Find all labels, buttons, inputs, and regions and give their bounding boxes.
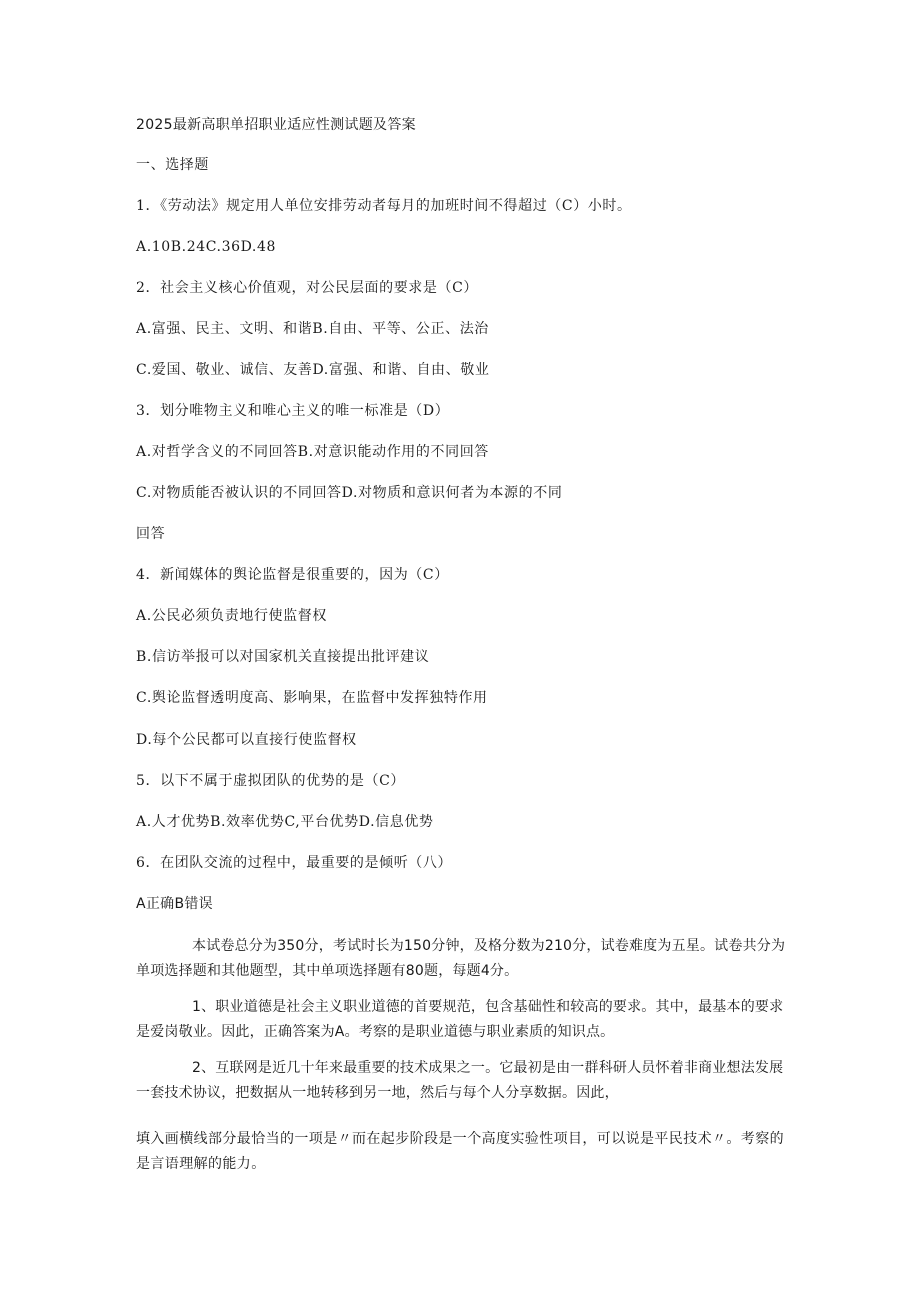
closing-paragraph: 填入画横线部分最恰当的一项是〃而在起步阶段是一个高度实验性项目，可以说是平民技术〃。考察的是言语理解的能力。 bbox=[136, 1131, 784, 1172]
question-4-option-c: C.舆论监督透明度高、影响果，在监督中发挥独特作用 bbox=[136, 690, 488, 706]
question-6-options: A正确B错误 bbox=[136, 896, 213, 912]
question-4: 4．新闻媒体的舆论监督是很重要的，因为（C） bbox=[136, 567, 449, 583]
question-1-options: A.10B.24C.36D.48 bbox=[136, 239, 276, 255]
question-3-options-ab: A.对哲学含义的不同回答B.对意识能动作用的不同回答 bbox=[136, 444, 489, 460]
question-4-option-a: A.公民必须负责地行使监督权 bbox=[136, 608, 327, 624]
question-3-options-cd: C.对物质能否被认识的不同回答D.对物质和意识何者为本源的不同 bbox=[136, 485, 563, 501]
question-4-option-b: B.信访举报可以对国家机关直接提出批评建议 bbox=[136, 649, 430, 665]
question-2-options-cd: C.爱国、敬业、诚信、友善D.富强、和谐、自由、敬业 bbox=[136, 362, 490, 378]
document-title: 2025最新高职单招职业适应性测试题及答案 bbox=[136, 117, 416, 133]
answer-explanation-2: 2、互联网是近几十年来最重要的技术成果之一。它最初是由一群科研人员怀着非商业想法发展一套技术协议，把数据从一地转移到另一地，然后与每个人分享数据。因此， bbox=[136, 1060, 784, 1101]
section-heading: 一、选择题 bbox=[136, 157, 209, 173]
question-1: 1．《劳动法》规定用人单位安排劳动者每月的加班时间不得超过（C）小时。 bbox=[136, 198, 632, 214]
question-5: 5．以下不属于虚拟团队的优势的是（C） bbox=[136, 773, 406, 789]
question-3-options-wrap: 回答 bbox=[136, 526, 166, 542]
question-5-options: A.人才优势B.效率优势C,平台优势D.信息优势 bbox=[136, 814, 434, 830]
question-4-option-d: D.每个公民都可以直接行使监督权 bbox=[136, 732, 357, 748]
question-6: 6．在团队交流的过程中，最重要的是倾听（八） bbox=[136, 855, 453, 871]
question-3: 3．划分唯物主义和唯心主义的唯一标准是（D） bbox=[136, 403, 450, 419]
question-2-options-ab: A.富强、民主、文明、和谐B.自由、平等、公正、法治 bbox=[136, 321, 489, 337]
exam-info-paragraph: 本试卷总分为350分，考试时长为150分钟，及格分数为210分，试卷难度为五星。试卷共分为单项选择题和其他题型，其中单项选择题有80题，每题4分。 bbox=[136, 938, 786, 979]
answer-explanation-1: 1、职业道德是社会主义职业道德的首要规范，包含基础性和较高的要求。其中，最基本的要求是爱岗敬业。因此，正确答案为A。考察的是职业道德与职业素质的知识点。 bbox=[136, 999, 784, 1040]
question-2: 2．社会主义核心价值观，对公民层面的要求是（C） bbox=[136, 280, 479, 296]
